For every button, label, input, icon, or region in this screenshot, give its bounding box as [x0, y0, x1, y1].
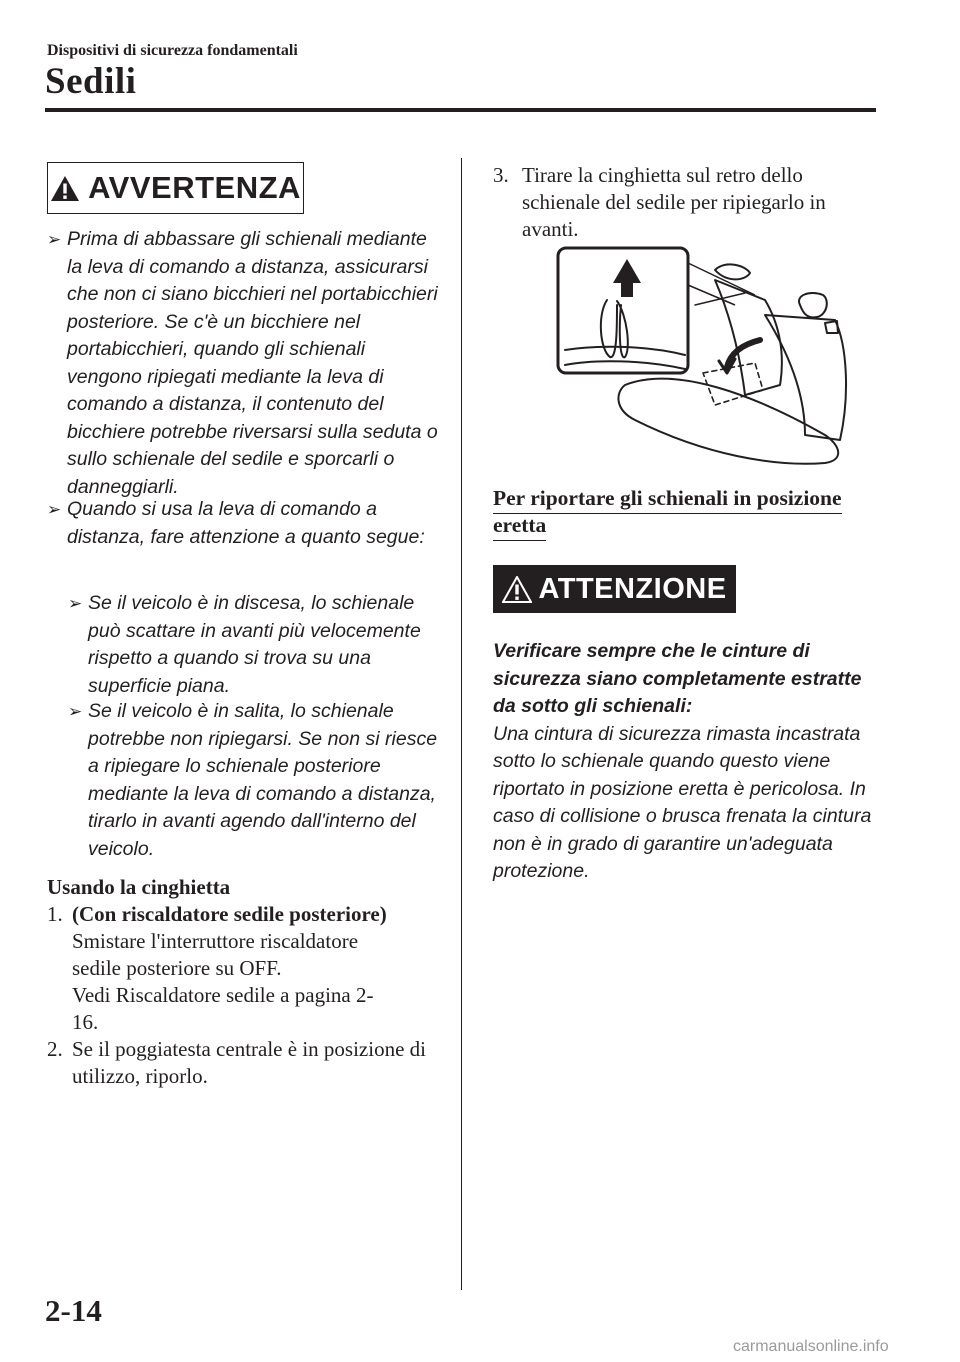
warning-bullet-2 — [47, 496, 442, 551]
step-1-text: Smistare l'interruttore riscaldatore sedile posteriore su OFF. — [72, 929, 359, 980]
caution-bold: Verificare sempre che le cinture di sicurezza siano completamente estratte da sotto gli schienali: — [493, 640, 862, 717]
step-2-text: Se il poggiatesta centrale è in posizione di utilizzo, riporlo. — [72, 1037, 426, 1088]
warning-label: AVVERTENZA — [88, 170, 301, 205]
arrow-bullet-icon: ➢ — [68, 594, 83, 613]
caution-label-box — [493, 565, 736, 613]
warning-bullet-text: Quando si usa la leva di comando a distanza, fare attenzione a quanto segue: — [67, 498, 425, 548]
seat-fold-illustration — [555, 245, 855, 467]
step-2 — [47, 1036, 442, 1090]
caution-body — [493, 638, 878, 886]
caution-label: ATTENZIONE — [538, 572, 727, 605]
column-divider — [461, 158, 462, 1290]
warning-subbullet-text: Se il veicolo è in salita, lo schienale potrebbe non ripiegarsi. Se non si riesce a ripiegare lo schienale posteriore mediante la leva di comando a distanza, tirarlo in avanti agendo dall'interno del veicolo. — [88, 700, 438, 860]
step-number: 1. — [47, 902, 63, 926]
arrow-bullet-icon: ➢ — [47, 500, 62, 519]
warning-subbullet-1 — [68, 590, 438, 700]
warning-triangle-icon — [502, 576, 532, 603]
page-number: 2-14 — [45, 1293, 102, 1328]
caution-text: Una cintura di sicurezza rimasta incastrata sotto lo schienale quando questo viene riportato in posizione eretta è pericolosa. In caso di collisione o brusca frenata la cintura non è in grado di garantire un'adeguata protezione. — [493, 722, 872, 882]
strap-heading: Usando la cinghietta — [47, 875, 231, 899]
dashed-outline — [703, 363, 763, 405]
arrow-bullet-icon: ➢ — [47, 230, 62, 249]
warning-subbullet-text: Se il veicolo è in discesa, lo schienale può scattare in avanti più velocemente rispetto a quando si trova su una superficie piana. — [88, 592, 421, 697]
step-number: 3. — [493, 163, 509, 187]
section-title-text: Per riportare gli schienali in posizione eretta — [493, 486, 842, 541]
step-1-ref: Vedi Riscaldatore sedile a pagina 2-16. — [72, 983, 374, 1034]
section-title-upright — [493, 485, 863, 539]
warning-triangle-icon — [50, 175, 80, 202]
step-3 — [493, 162, 863, 243]
headrest — [799, 293, 827, 317]
header-rule — [45, 108, 876, 112]
warning-label-box — [47, 162, 304, 214]
step-1-bold: (Con riscaldatore sedile posteriore) — [72, 902, 387, 926]
step-1 — [47, 901, 442, 1036]
arrow-bullet-icon: ➢ — [68, 702, 83, 721]
watermark: carmanualsonline.info — [733, 1338, 889, 1355]
warning-bullet-1 — [47, 226, 442, 501]
page-title: Sedili — [45, 61, 137, 102]
step-number: 2. — [47, 1037, 63, 1061]
warning-bullet-text: Prima di abbassare gli schienali mediante la leva di comando a distanza, assicurarsi che non ci siano bicchieri nel portabicchieri posteriore. Se c'è un bicchiere nel portabicchieri, quando gli schienali vengono ripiegati mediante la leva di comando a distanza, il contenuto del bicchiere potrebbe riversarsi sulla seduta o sullo schienale del sedile e sporcarli o danneggiarli. — [67, 228, 438, 498]
warning-subbullet-2 — [68, 698, 438, 863]
header-section: Dispositivi di sicurezza fondamentali — [47, 42, 298, 59]
step-3-text: Tirare la cinghietta sul retro dello schienale del sedile per ripiegarlo in avanti. — [522, 163, 826, 241]
